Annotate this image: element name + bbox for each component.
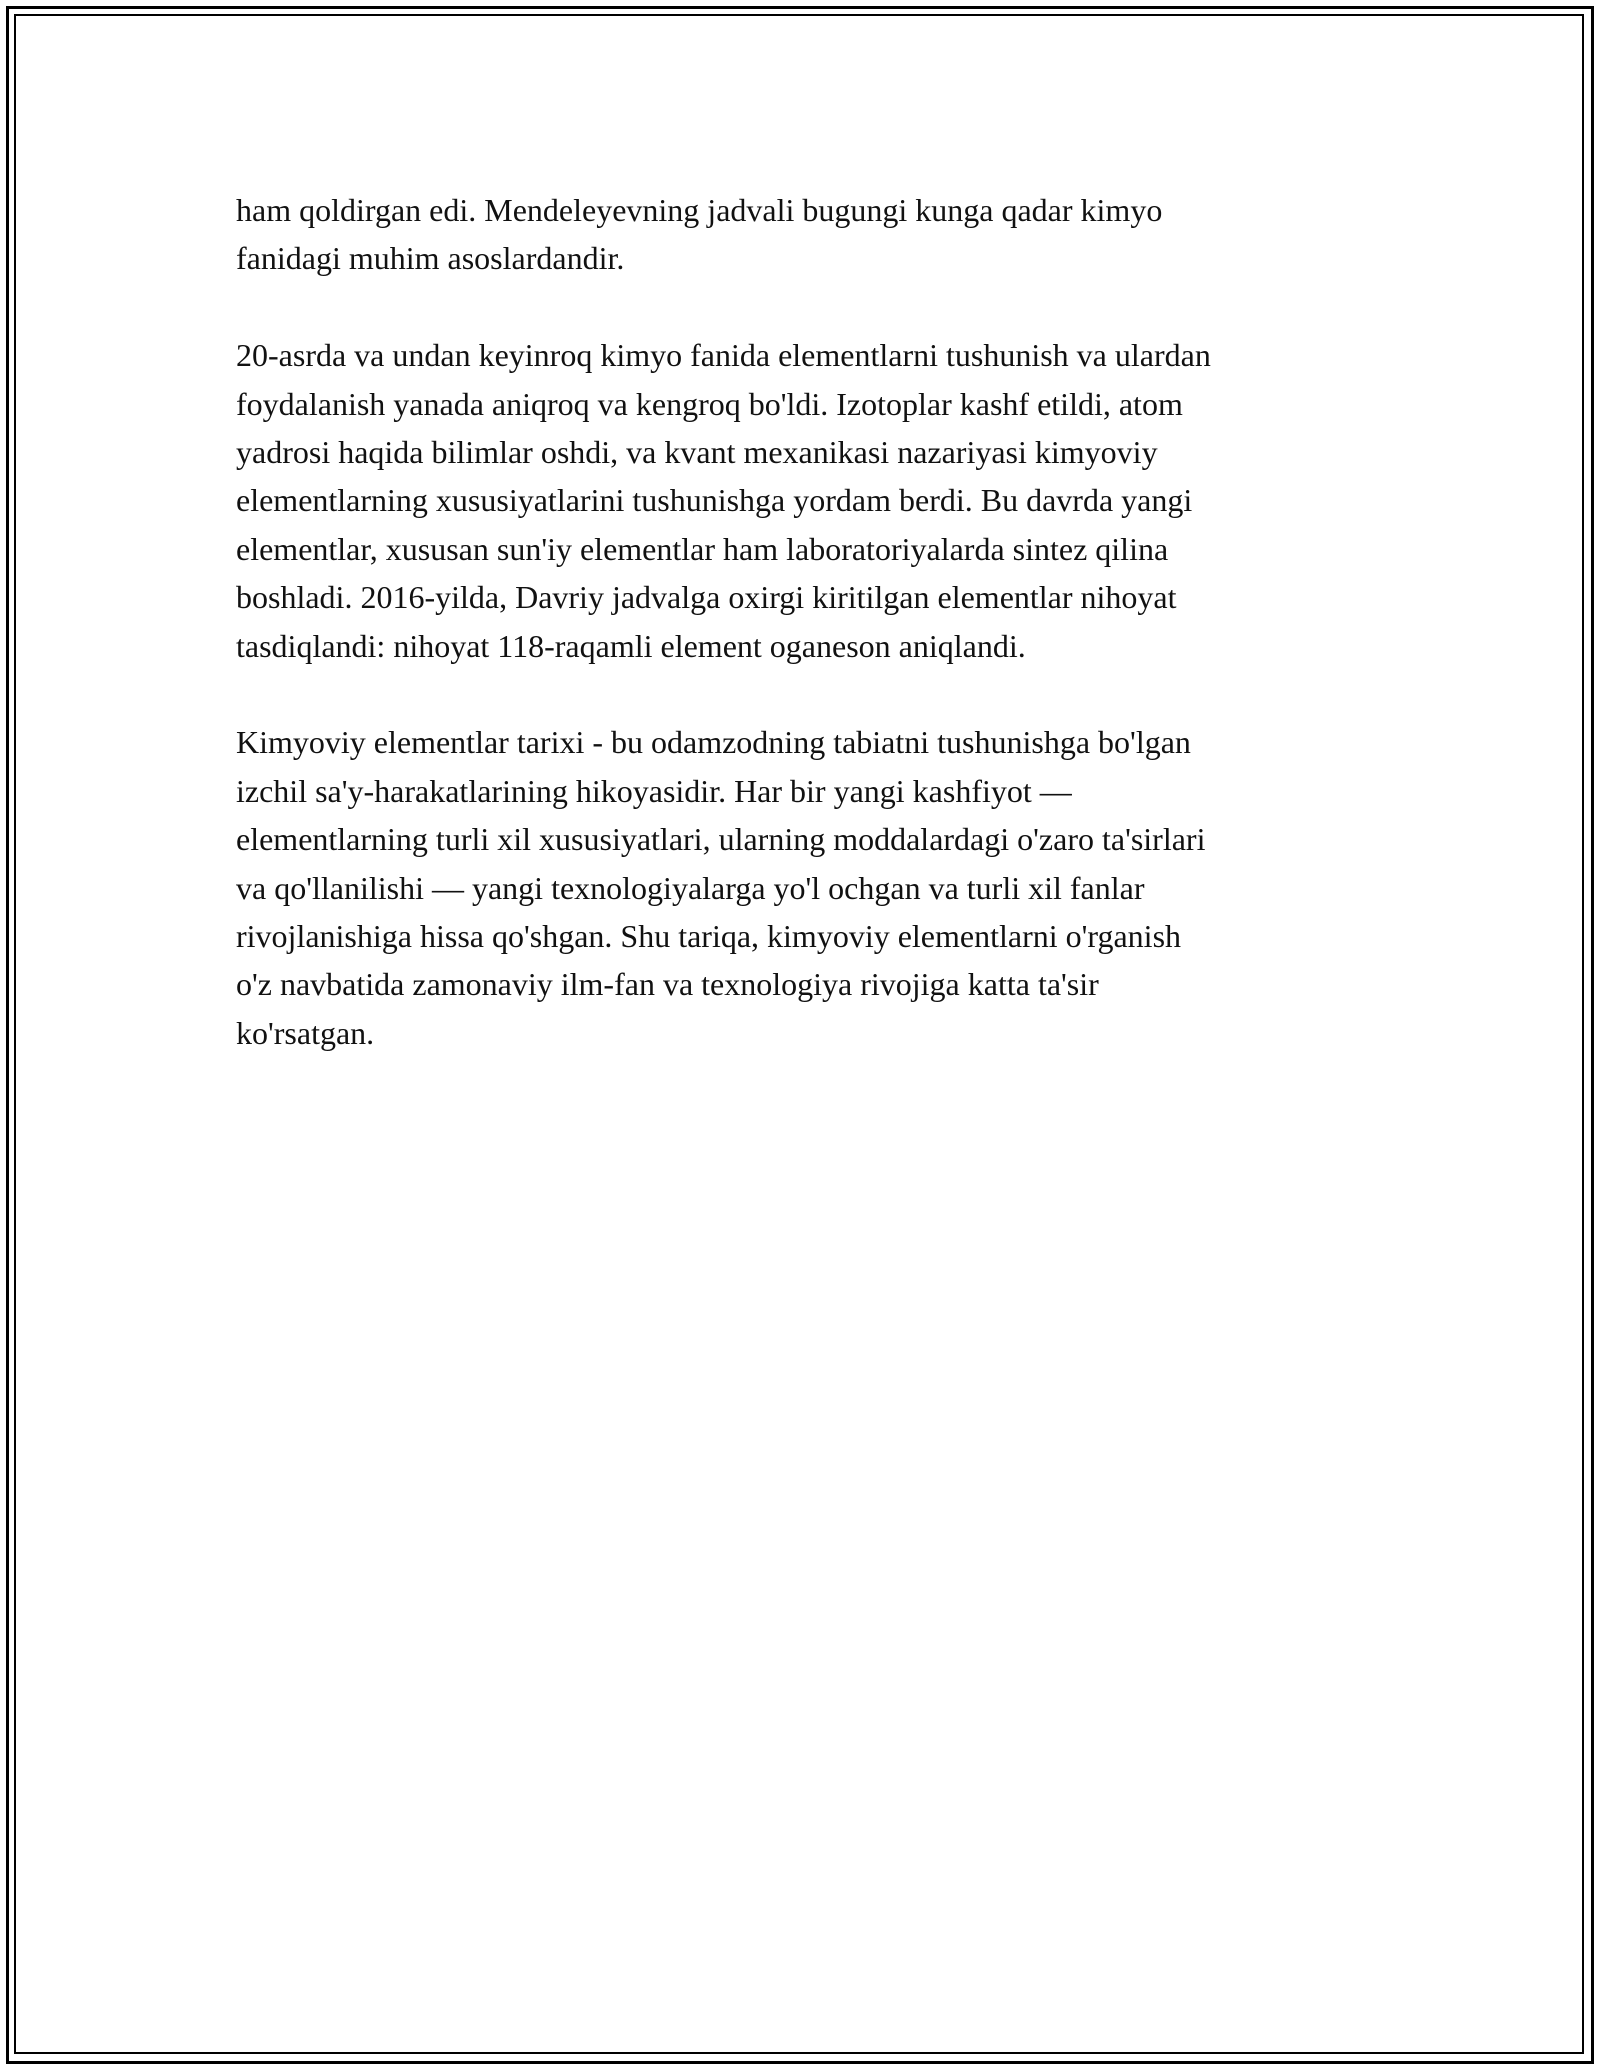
text-line: elementlarning xususiyatlarini tushunishga yordam berdi. Bu davrda yangi [236,482,1193,519]
paragraph-3 [236,718,1366,1057]
document-body [236,186,1366,1106]
text-line: elementlarning turli xil xususiyatlari, ularning moddalardagi o'zaro ta'sirlari [236,821,1206,858]
text-line: 20-asrda va undan keyinroq kimyo fanida elementlarni tushunish va ulardan [236,337,1211,374]
text-line: yadrosi haqida bilimlar oshdi, va kvant mexanikasi nazariyasi kimyoviy [236,434,1158,471]
text-line: izchil sa'y-harakatlarining hikoyasidir. Har bir yangi kashfiyot — [236,772,1072,809]
paragraph-1 [236,186,1366,283]
text-line: rivojlanishiga hissa qo'shgan. Shu tariqa, kimyoviy elementlarni o'rganish [236,918,1182,955]
paragraph-2 [236,331,1366,670]
text-line: Kimyoviy elementlar tarixi - bu odamzodning tabiatni tushunishga bo'lgan [236,724,1191,761]
text-line: tasdiqlandi: nihoyat 118-raqamli element oganeson aniqlandi. [236,627,1026,664]
text-line: foydalanish yanada aniqroq va kengroq bo'ldi. Izotoplar kashf etildi, atom [236,385,1183,422]
text-line: o'z navbatida zamonaviy ilm-fan va texnologiya rivojiga katta ta'sir [236,966,1099,1003]
text-line: elementlar, xususan sun'iy elementlar ham laboratoriyalarda sintez qilina [236,530,1169,567]
text-line: boshladi. 2016-yilda, Davriy jadvalga oxirgi kiritilgan elementlar nihoyat [236,579,1177,616]
text-line: va qo'llanilishi — yangi texnologiyalarga yo'l ochgan va turli xil fanlar [236,869,1145,906]
text-line: ham qoldirgan edi. Mendeleyevning jadvali bugungi kunga qadar kimyo [236,192,1163,228]
text-line: ko'rsatgan. [236,1014,375,1051]
text-line: fanidagi muhim asoslardandir. [236,240,625,277]
